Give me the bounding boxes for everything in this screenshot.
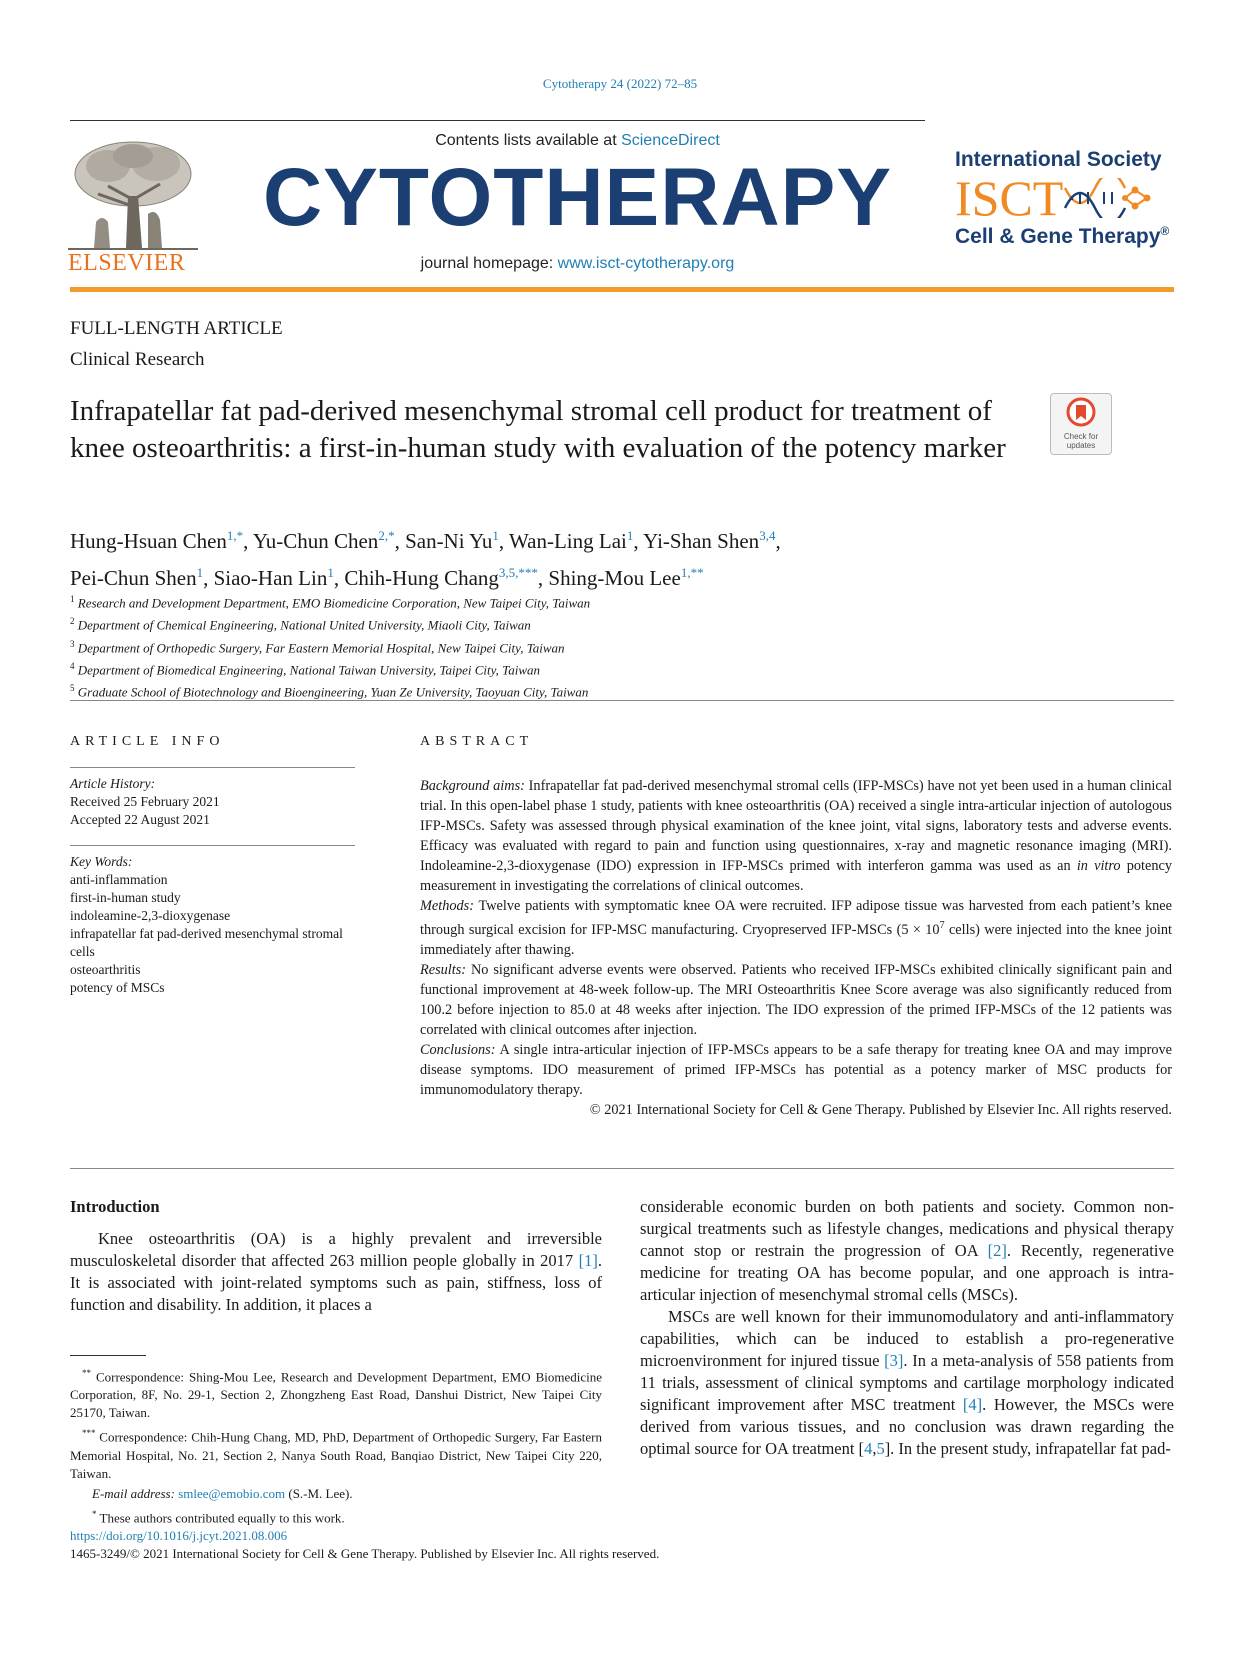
doi-link[interactable]: https://doi.org/10.1016/j.jcyt.2021.08.006	[70, 1528, 288, 1543]
author-name: Shing-Mou Lee	[548, 566, 681, 590]
isct-bottom-text	[955, 224, 1185, 249]
author-name: Wan-Ling Lai	[509, 529, 627, 553]
footnote-correspondence-1	[70, 1364, 602, 1422]
keyword-item: indoleamine-2,3-dioxygenase	[70, 908, 231, 923]
affiliations	[70, 590, 1170, 702]
author-separator: ,	[243, 529, 253, 553]
author-separator: ,	[775, 529, 781, 553]
affiliation-item	[70, 635, 1170, 657]
abstract-methods-exponent: 7	[939, 920, 945, 931]
author-name: Siao-Han Lin	[213, 566, 328, 590]
affiliation-text: Department of Chemical Engineering, National United University, Miaoli City, Taiwan	[77, 617, 531, 633]
affiliation-text: Department of Biomedical Engineering, National Taiwan University, Taipei City, Taiwan	[77, 662, 540, 678]
author-separator: ,	[498, 529, 509, 553]
accepted-date: Accepted 22 August 2021	[70, 812, 210, 827]
history-label: Article History:	[70, 776, 156, 791]
elsevier-wordmark: ELSEVIER	[68, 250, 186, 276]
keyword-item: first-in-human study	[70, 890, 181, 905]
author-separator: ,	[394, 529, 406, 553]
abstract-methods-label: Methods:	[420, 898, 474, 914]
keyword-item: osteoarthritis	[70, 962, 141, 977]
affiliation-number: 3	[70, 638, 75, 649]
author-list	[70, 520, 1180, 594]
journal-homepage-line	[200, 255, 955, 273]
citation-link[interactable]: [2]	[987, 1241, 1007, 1260]
isct-society-logo	[955, 148, 1185, 249]
author-affiliation-mark[interactable]: 3,5,***	[498, 565, 538, 580]
citation-link[interactable]: [3]	[884, 1351, 904, 1370]
author-affiliation-mark[interactable]: 1	[196, 565, 204, 580]
check-updates-icon	[1066, 397, 1096, 427]
author-affiliation-mark[interactable]: 3,4	[759, 528, 776, 543]
sciencedirect-link[interactable]: ScienceDirect	[621, 132, 720, 149]
journal-title: CYTOTHERAPY	[262, 152, 893, 243]
body-text: . In a meta-analysis of 558 patients from 11 trials, assessment of clinical symptoms and cartilage morphology indicated significant improvement after MSC treatment	[640, 1351, 1174, 1414]
issn-copyright: 1465-3249/© 2021 International Society for Cell & Gene Therapy. Published by Elsevier Inc. All rights reserved.	[70, 1546, 660, 1561]
abstract-background-text-2: potency measurement in investigating the correlations of clinical outcomes.	[420, 858, 1172, 894]
article-info-heading: ARTICLE INFO	[70, 734, 225, 749]
body-text: . Recently, regenerative medicine for treating OA has become popular, and one approach is intra-articular injection of mesenchymal stromal cells (MSCs).	[640, 1241, 1174, 1304]
divider	[70, 700, 1174, 701]
keywords	[70, 853, 360, 997]
journal-homepage-link[interactable]: www.isct-cytotherapy.org	[557, 255, 735, 272]
abstract	[420, 776, 1172, 1120]
affiliation-text: Graduate School of Biotechnology and Bioengineering, Yuan Ze University, Taoyuan City, Taiwan	[77, 684, 589, 700]
author-affiliation-mark[interactable]: 1	[492, 528, 499, 543]
abstract-background-label: Background aims:	[420, 778, 525, 794]
abstract-in-vitro: in vitro	[1076, 858, 1121, 874]
header-top-rule	[70, 120, 925, 121]
citation-link[interactable]: [4]	[962, 1395, 983, 1414]
divider	[70, 845, 355, 846]
contents-prefix: Contents lists available at	[435, 132, 622, 149]
keyword-item: anti-inflammation	[70, 872, 168, 887]
body-left-column	[70, 1196, 602, 1316]
elsevier-tree-logo-icon	[68, 132, 198, 260]
keywords-label: Key Words:	[70, 854, 133, 869]
citation-separator: ,	[872, 1439, 877, 1458]
dna-helix-icon	[1063, 178, 1153, 218]
email-link[interactable]: smlee@emobio.com	[178, 1485, 286, 1501]
body-text: Knee osteoarthritis (OA) is a highly prevalent and irreversible musculoskeletal disorder that affected 263 million people globally in 2017	[70, 1229, 602, 1270]
divider	[70, 1168, 1174, 1169]
abstract-copyright: © 2021 International Society for Cell & Gene Therapy. Published by Elsevier Inc. All rights reserved.	[589, 1101, 1172, 1118]
isct-abbrev-row	[955, 172, 1185, 224]
isct-top-text: International Society	[955, 148, 1162, 171]
affiliation-text: Department of Orthopedic Surgery, Far Eastern Memorial Hospital, New Taipei City, Taiwan	[77, 639, 565, 655]
body-text: MSCs are well known for their immunomodulatory and anti-inflammatory capabilities, which can be induced to establish a pro-regenerative microenvironment for injured tissue	[640, 1307, 1174, 1370]
author-name: Chih-Hung Chang	[344, 566, 499, 590]
citation-link[interactable]: 4	[864, 1439, 873, 1458]
keyword-list	[70, 871, 360, 997]
author-name: Pei-Chun Shen	[70, 566, 197, 590]
article-history	[70, 775, 220, 829]
footnote-email	[70, 1485, 602, 1503]
author-separator: ,	[633, 529, 644, 553]
author-affiliation-mark[interactable]: 1,**	[680, 565, 704, 580]
affiliation-item	[70, 612, 1170, 634]
keyword-item: infrapatellar fat pad-derived mesenchymal stromal cells	[70, 926, 343, 959]
registered-mark: ®	[1160, 224, 1170, 238]
footnote-equal-contribution	[70, 1505, 602, 1527]
affiliation-number: 1	[70, 594, 75, 604]
footnote-correspondence-2	[70, 1424, 602, 1482]
body-paragraph	[640, 1196, 1174, 1306]
article-type-line2: Clinical Research	[70, 349, 205, 370]
footnotes	[70, 1364, 602, 1529]
divider	[70, 767, 355, 768]
body-right-column	[640, 1196, 1174, 1460]
affiliation-item	[70, 657, 1170, 679]
author-name: Hung-Hsuan Chen	[70, 529, 227, 553]
journal-reference-link[interactable]: Cytotherapy 24 (2022) 72–85	[542, 76, 698, 91]
abstract-background-text: Infrapatellar fat pad-derived mesenchymal stromal cells (IFP-MSCs) have not yet been used in a human clinical trial. In this open-label phase 1 study, patients with knee osteoarthritis (OA) received a single intra-articular injection of autologous IFP-MSCs. Safety was assessed through physical examination of the knee joint, vital signs, laboratory tests and adverse events. Efficacy was evaluated with regard to pain and function using questionnaires, x-ray and magnetic resonance imaging (MRI). Indoleamine-2,3-dioxygenase (IDO) expression in IFP-MSCs primed with interferon gamma was used as an	[420, 778, 1172, 874]
affiliation-number: 5	[70, 683, 75, 694]
check-updates-label: Check for updates	[1063, 432, 1099, 450]
author-name: Yi-Shan Shen	[643, 529, 760, 553]
abstract-methods-text-2: cells) were injected into the knee joint immediately after thawing.	[420, 921, 1172, 958]
body-text: . However, the MSCs were derived from various tissues, and no conclusion was drawn regarding the optimal source for OA treatment [	[640, 1395, 1174, 1458]
check-for-updates-button[interactable]	[1050, 393, 1112, 455]
citation-link[interactable]: [1]	[578, 1251, 598, 1270]
abstract-heading: ABSTRACT	[420, 734, 534, 749]
email-suffix: (S.-M. Lee).	[285, 1485, 353, 1501]
footnote-mark: **	[82, 1368, 91, 1378]
abstract-results	[420, 960, 1172, 1040]
header-orange-rule	[70, 287, 1174, 292]
body-text: ]. In the present study, infrapatellar fat pad-	[884, 1439, 1171, 1458]
affiliation-number: 2	[70, 616, 75, 627]
author-separator: ,	[203, 566, 214, 590]
author-separator: ,	[537, 566, 549, 590]
abstract-methods-text: Twelve patients with symptomatic knee OA were recruited. IFP adipose tissue was harvested from each patient’s knee through surgical excision for IFP-MSC manufacturing. Cryopreserved IFP-MSCs (5 × 10	[420, 898, 1172, 938]
abstract-results-label: Results:	[420, 961, 467, 978]
abstract-methods	[420, 896, 1172, 960]
author-affiliation-mark[interactable]: 1	[327, 565, 334, 580]
abstract-conclusions-label: Conclusions:	[420, 1041, 496, 1058]
author-name: Yu-Chun Chen	[252, 529, 379, 553]
footnote-rule	[70, 1355, 146, 1356]
keyword-item: potency of MSCs	[70, 980, 165, 995]
footnote-text: Correspondence: Chih-Hung Chang, MD, PhD, Department of Orthopedic Surgery, Far Eastern Memorial Hospital, No. 21, Section 2, Nanya South Road, Banqiao District, New Taipei City 220, Taiwan.	[70, 1429, 602, 1481]
homepage-prefix: journal homepage:	[420, 255, 558, 272]
affiliation-text: Research and Development Department, EMO Biomedicine Corporation, New Taipei City, Taiwan	[77, 595, 591, 611]
author-affiliation-mark[interactable]: 1,*	[226, 528, 244, 543]
author-separator: ,	[333, 566, 345, 590]
abstract-results-text: No significant adverse events were observed. Patients who received IFP-MSCs exhibited clinically significant pain and functional improvement at 48-week follow-up. The MRI Osteoarthritis Knee Score average was also significantly reduced from 100.2 before injection to 85.0 at 48 weeks after injection. The IDO expression of the primed IFP-MSCs of the 12 patients was correlated with clinical outcomes after injection.	[420, 961, 1172, 1038]
footnote-mark: *	[92, 1508, 97, 1519]
isct-abbrev: ISCT	[955, 170, 1064, 226]
article-type	[70, 313, 283, 375]
author-affiliation-mark[interactable]: 1	[626, 528, 634, 543]
author-affiliation-mark[interactable]: 2,*	[378, 528, 395, 543]
body-paragraph	[70, 1228, 602, 1316]
abstract-conclusions	[420, 1040, 1172, 1100]
author-name: San-Ni Yu	[405, 529, 493, 553]
received-date: Received 25 February 2021	[70, 794, 220, 809]
email-label: E-mail address:	[92, 1485, 175, 1501]
affiliation-item	[70, 590, 1170, 612]
paper-title: Infrapatellar fat pad-derived mesenchymal stromal cell product for treatment of knee osteoarthritis: a first-in-human study with evaluation of the potency marker	[70, 395, 1006, 464]
article-type-line1: FULL-LENGTH ARTICLE	[70, 318, 283, 339]
abstract-conclusions-text: A single intra-articular injection of IFP-MSCs appears to be a safe therapy for treating knee OA and may improve disease symptoms. IDO measurement of primed IFP-MSCs has potential as a potency marker of MSC products for immunomodulatory therapy.	[420, 1041, 1172, 1098]
introduction-heading: Introduction	[70, 1197, 160, 1216]
body-text: considerable economic burden on both patients and society. Common non-surgical treatments such as lifestyle changes, medications and physical therapy cannot stop or restrain the progression of OA	[640, 1197, 1174, 1260]
isct-bottom-label: Cell & Gene Therapy	[955, 225, 1161, 248]
footnote-text: Correspondence: Shing-Mou Lee, Research and Development Department, EMO Biomedicine Corporation, 8F, No. 29-1, Section 2, Zhongzheng East Road, Danshui District, New Taipei City 25170, Taiwan.	[70, 1369, 602, 1421]
abstract-background	[420, 776, 1172, 896]
body-paragraph	[640, 1306, 1174, 1460]
footnote-text: These authors contributed equally to this work.	[96, 1509, 345, 1525]
affiliation-item	[70, 679, 1170, 701]
affiliation-number: 4	[70, 660, 75, 671]
citation-link[interactable]: 5	[876, 1439, 885, 1458]
body-text: . It is associated with joint-related symptoms such as pain, stiffness, loss of function and disability. In addition, it places a	[70, 1251, 602, 1314]
footnote-mark: ***	[82, 1428, 96, 1439]
